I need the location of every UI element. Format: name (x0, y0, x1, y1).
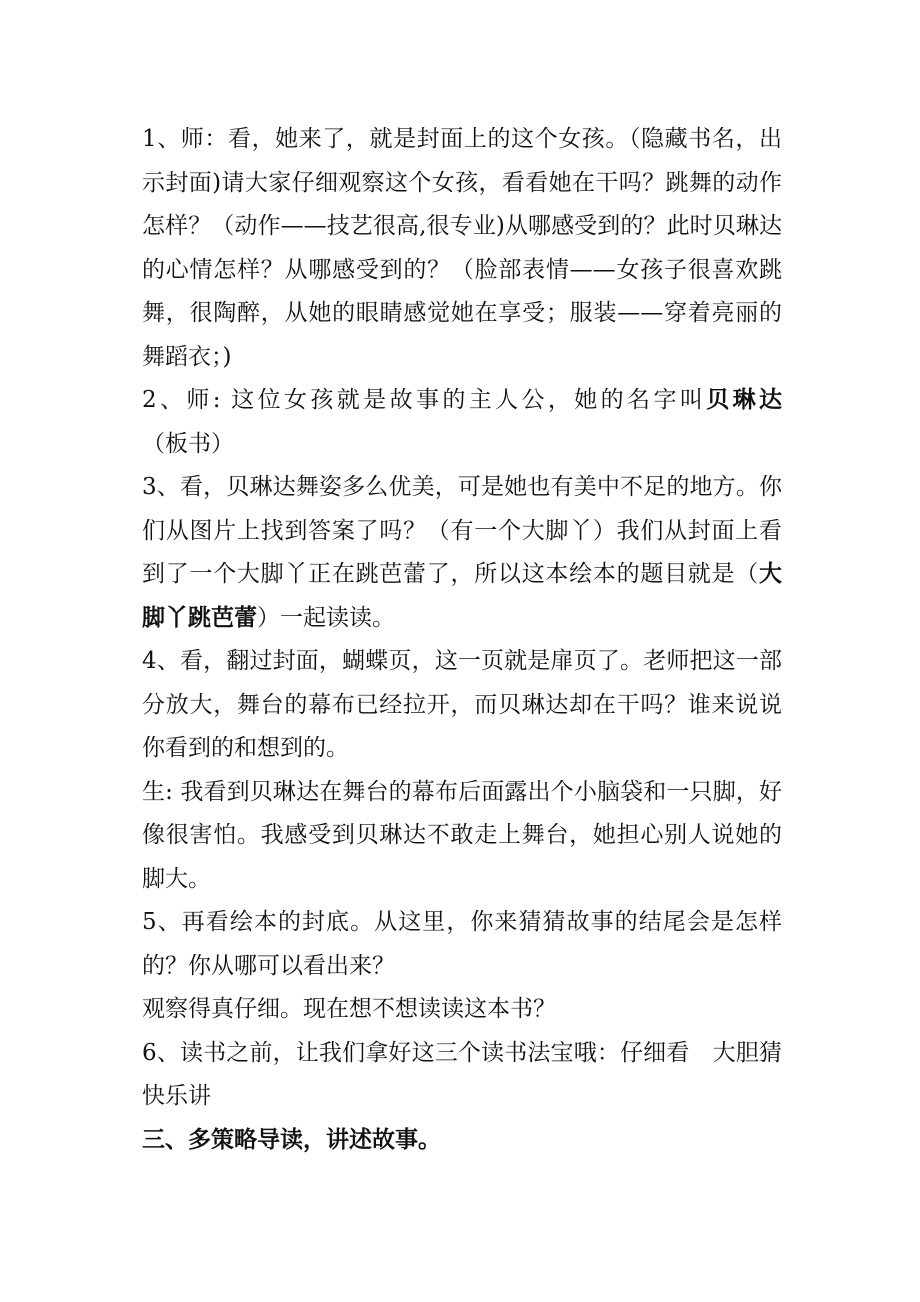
document-body (142, 118, 805, 1162)
paragraph-item-3 (142, 466, 782, 640)
section-heading-3: 三、多策略导读，讲述故事。 (142, 1126, 441, 1153)
book-title-bold: 大脚丫跳芭蕾 (142, 561, 782, 631)
paragraph-item-1: 1、师：看，她来了，就是封面上的这个女孩。（隐藏书名，出示封面)请大家仔细观察这个女孩，看看她在干吗？跳舞的动作怎样？（动作——技艺很高,很专业)从哪感受到的？此时贝琳达的心情怎样？从哪感受到的？（脸部表情——女孩子很喜欢跳舞，很陶醉，从她的眼睛感觉她在享受；服装——穿着亮丽的舞蹈衣；) (142, 126, 782, 370)
paragraph-item-5: 5、再看绘本的封底。从这里，你来猜猜故事的结尾会是怎样的？你从哪可以看出来？ (142, 909, 782, 979)
item-3-text: 3、看，贝琳达舞姿多么优美，可是她也有美中不足的地方。你们从图片上找到答案了吗？（有一个大脚丫）我们从封面上看到了一个大脚丫正在跳芭蕾了，所以这本绘本的题目就是（ (142, 474, 782, 587)
paragraph-item-4: 4、看，翻过封面，蝴蝶页，这一页就是扉页了。老师把这一部分放大，舞台的幕布已经拉开，而贝琳达却在干吗？谁来说说你看到的和想到的。 (142, 648, 782, 761)
character-name-bold: 贝琳达 (706, 387, 782, 413)
item-2-tail: （板书） (142, 430, 234, 457)
item-3-tail: ）一起读读。 (257, 604, 395, 631)
paragraph-student-answer: 生: 我看到贝琳达在舞台的幕布后面露出个小脑袋和一只脚，好像很害怕。我感受到贝琳达不敢走上舞台，她担心别人说她的脚大。 (142, 778, 782, 892)
paragraph-item-2 (142, 379, 782, 466)
paragraph-observe: 观察得真仔细。现在想不想读读这本书？ (142, 996, 556, 1022)
paragraph-item-6: 6、读书之前，让我们拿好这三个读书法宝哦：仔细看 大胆猜 快乐讲 (142, 1039, 805, 1109)
item-2-text: 2、师: 这位女孩就是故事的主人公，她的名字叫 (142, 387, 707, 413)
